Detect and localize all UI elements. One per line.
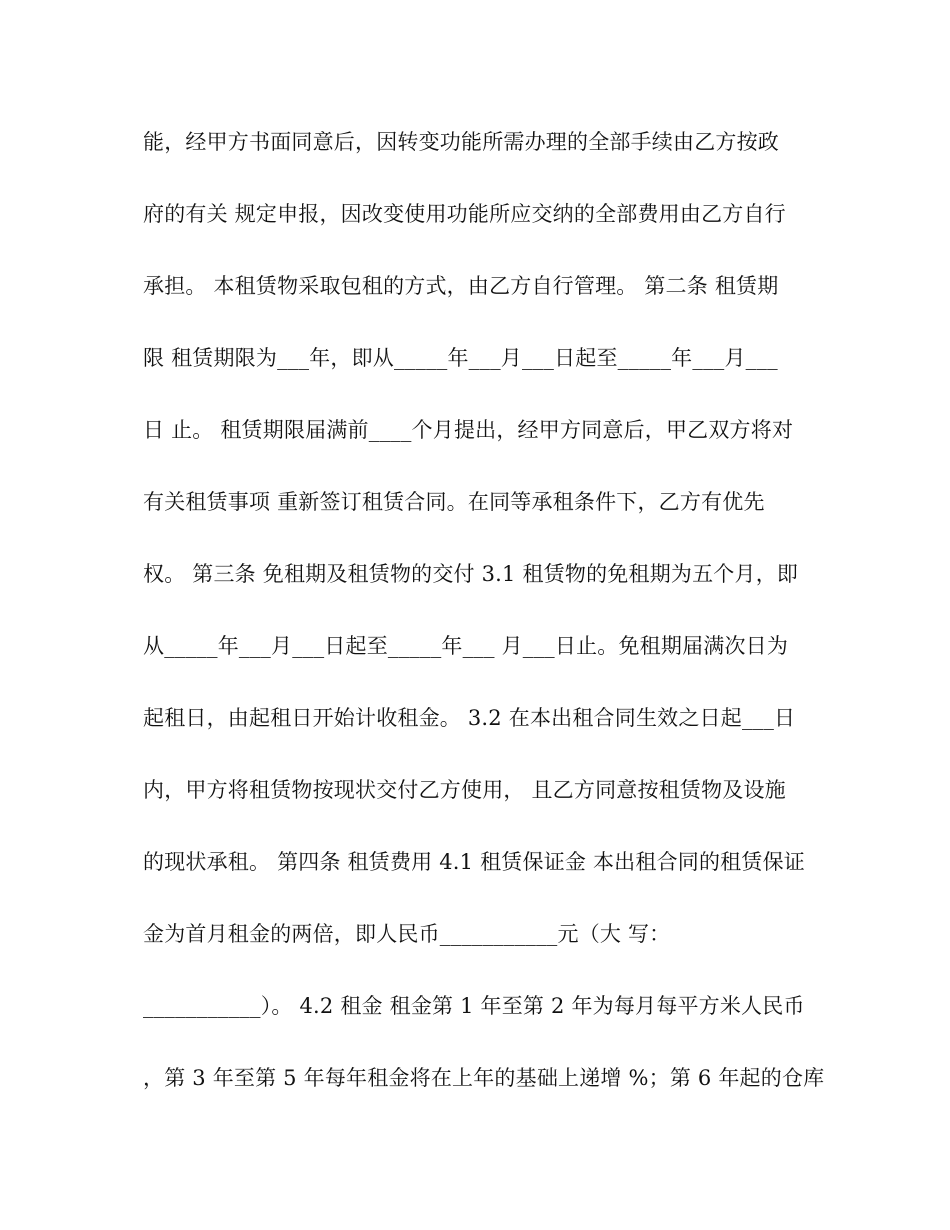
text-line: 日 止。 租赁期限届满前____个月提出，经甲方同意后，甲乙双方将对 <box>143 418 794 442</box>
text-line: 内，甲方将租赁物按现状交付乙方使用， 且乙方同意按租赁物及设施 <box>143 778 786 802</box>
text-line: 承担。 本租赁物采取包租的方式，由乙方自行管理。 第二条 租赁期 <box>143 274 779 298</box>
text-line: 能，经甲方书面同意后，因转变功能所需办理的全部手续由乙方按政 <box>143 130 779 154</box>
text-line: 权。 第三条 免租期及租赁物的交付 3.1 租赁物的免租期为五个月，即 <box>143 562 799 586</box>
text-line: ___________）。 4.2 租金 租金第 1 年至第 2 年为每月每平方米人民币 <box>143 994 805 1018</box>
text-line: 从_____年___月___日起至_____年___ 月___日止。免租期届满次日为 <box>143 634 789 658</box>
text-line: 金为首月租金的两倍，即人民币___________元（大 写： <box>143 922 671 946</box>
text-line: ，第 3 年至第 5 年每年租金将在上年的基础上递增 %；第 6 年起的仓库 <box>143 1066 825 1090</box>
text-line: 起租日，由起租日开始计收租金。 3.2 在本出租合同生效之日起___日 <box>143 706 796 730</box>
text-line: 有关租赁事项 重新签订租赁合同。在同等承租条件下，乙方有优先 <box>143 490 765 514</box>
text-line: 府的有关 规定申报，因改变使用功能所应交纳的全部费用由乙方自行 <box>143 202 786 226</box>
text-line: 的现状承租。 第四条 租赁费用 4.1 租赁保证金 本出租合同的租赁保证 <box>143 850 805 874</box>
text-line: 限 租赁期限为___年，即从_____年___月___日起至_____年___月___ <box>143 346 778 370</box>
